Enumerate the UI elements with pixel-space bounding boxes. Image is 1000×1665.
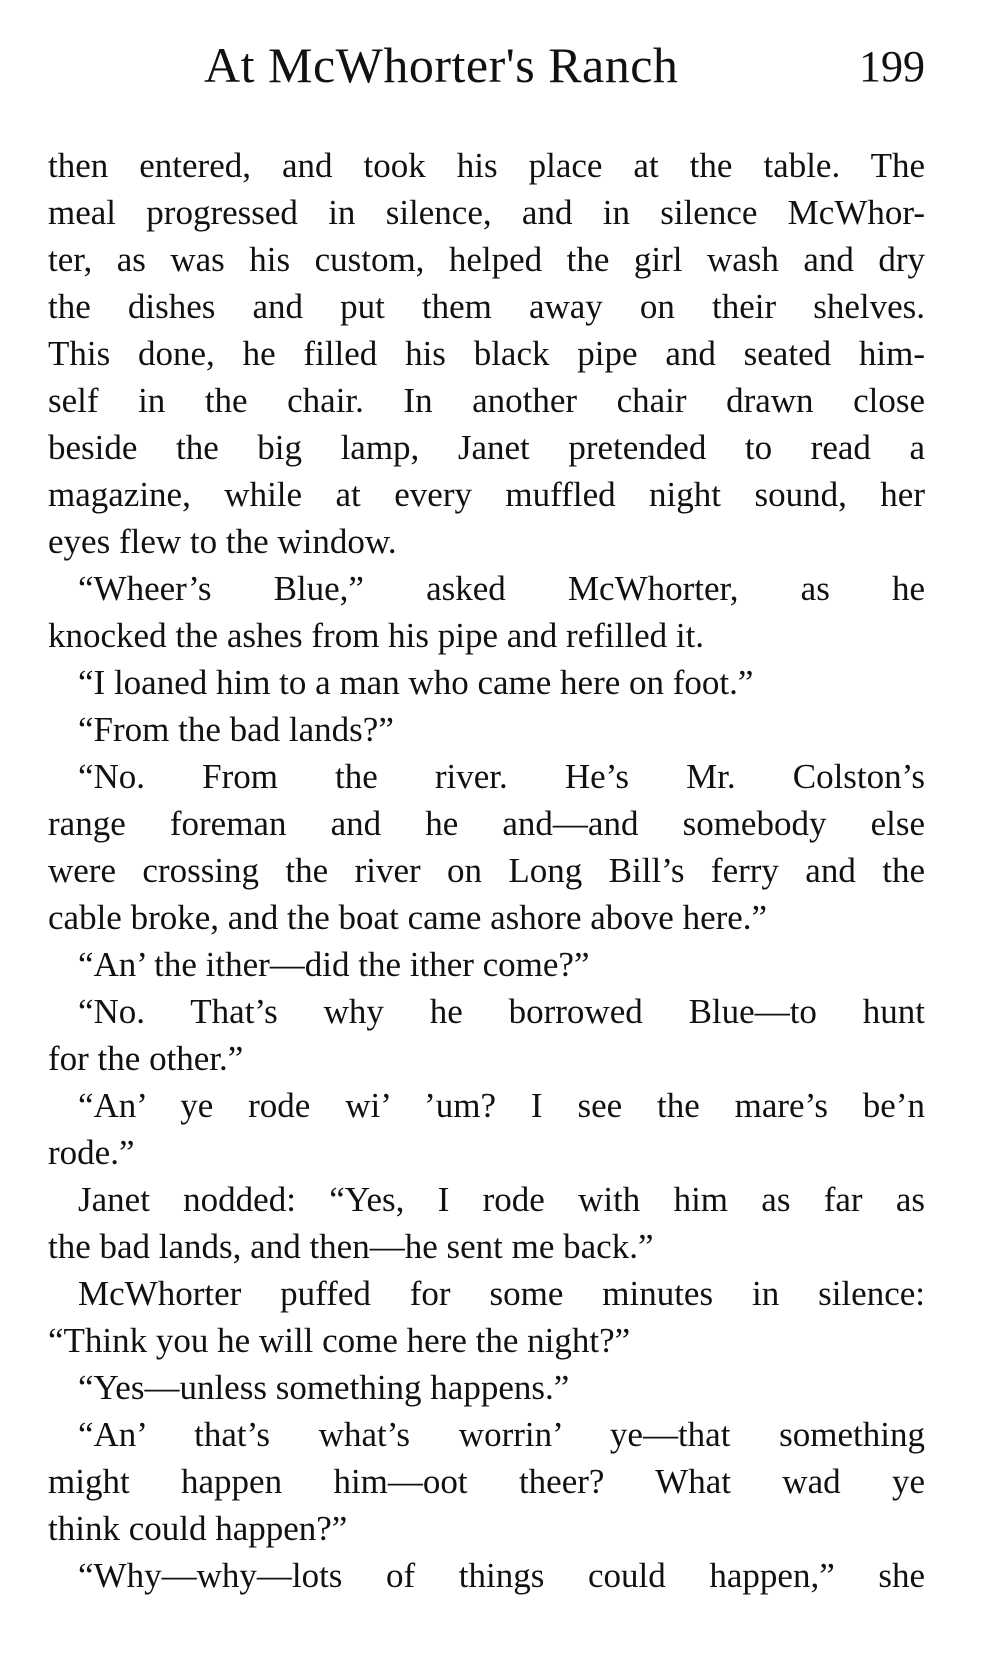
text-line: range foreman and he and—and somebody else <box>48 804 925 843</box>
text-line: “Yes—unless something happens.” <box>78 1368 570 1407</box>
page-header <box>48 30 925 100</box>
text-line: “I loaned him to a man who came here on foot.” <box>78 663 754 702</box>
text-line: Janet nodded: “Yes, I rode with him as far as <box>78 1180 925 1219</box>
text-line: eyes flew to the window. <box>48 522 397 561</box>
text-line: “An’ the ither—did the ither come?” <box>78 945 590 984</box>
text-line: “Wheer’s Blue,” asked McWhorter, as he <box>78 569 925 608</box>
text-line: beside the big lamp, Janet pretended to read a <box>48 428 925 467</box>
text-line: “An’ that’s what’s worrin’ ye—that something <box>78 1415 925 1454</box>
text-line: think could happen?” <box>48 1509 348 1548</box>
text-line: “Why—why—lots of things could happen,” she <box>78 1556 925 1595</box>
body-text <box>48 142 925 1599</box>
text-line: then entered, and took his place at the table. The <box>48 146 925 185</box>
text-line: rode.” <box>48 1133 135 1172</box>
page-number: 199 <box>859 42 925 91</box>
text-line: ter, as was his custom, helped the girl wash and dry <box>48 240 925 279</box>
text-line: cable broke, and the boat came ashore above here.” <box>48 898 768 937</box>
text-line: self in the chair. In another chair drawn close <box>48 381 925 420</box>
running-title: At McWhorter's Ranch <box>204 37 679 93</box>
text-line: “No. That’s why he borrowed Blue—to hunt <box>78 992 925 1031</box>
text-line: meal progressed in silence, and in silence McWhor- <box>48 193 925 232</box>
text-line: “An’ ye rode wi’ ’um? I see the mare’s be’n <box>78 1086 925 1125</box>
text-line: the bad lands, and then—he sent me back.” <box>48 1227 654 1266</box>
text-line: “From the bad lands?” <box>78 710 394 749</box>
text-line: “No. From the river. He’s Mr. Colston’s <box>78 757 925 796</box>
text-line: This done, he filled his black pipe and seated him- <box>48 334 925 373</box>
text-line: might happen him—oot theer? What wad ye <box>48 1462 925 1501</box>
text-line: for the other.” <box>48 1039 244 1078</box>
text-line: were crossing the river on Long Bill’s ferry and the <box>48 851 925 890</box>
text-line: magazine, while at every muffled night sound, her <box>48 475 925 514</box>
text-line: knocked the ashes from his pipe and refilled it. <box>48 616 705 655</box>
text-line: McWhorter puffed for some minutes in silence: <box>78 1274 925 1313</box>
text-line: “Think you he will come here the night?” <box>48 1321 631 1360</box>
text-line: the dishes and put them away on their shelves. <box>48 287 925 326</box>
